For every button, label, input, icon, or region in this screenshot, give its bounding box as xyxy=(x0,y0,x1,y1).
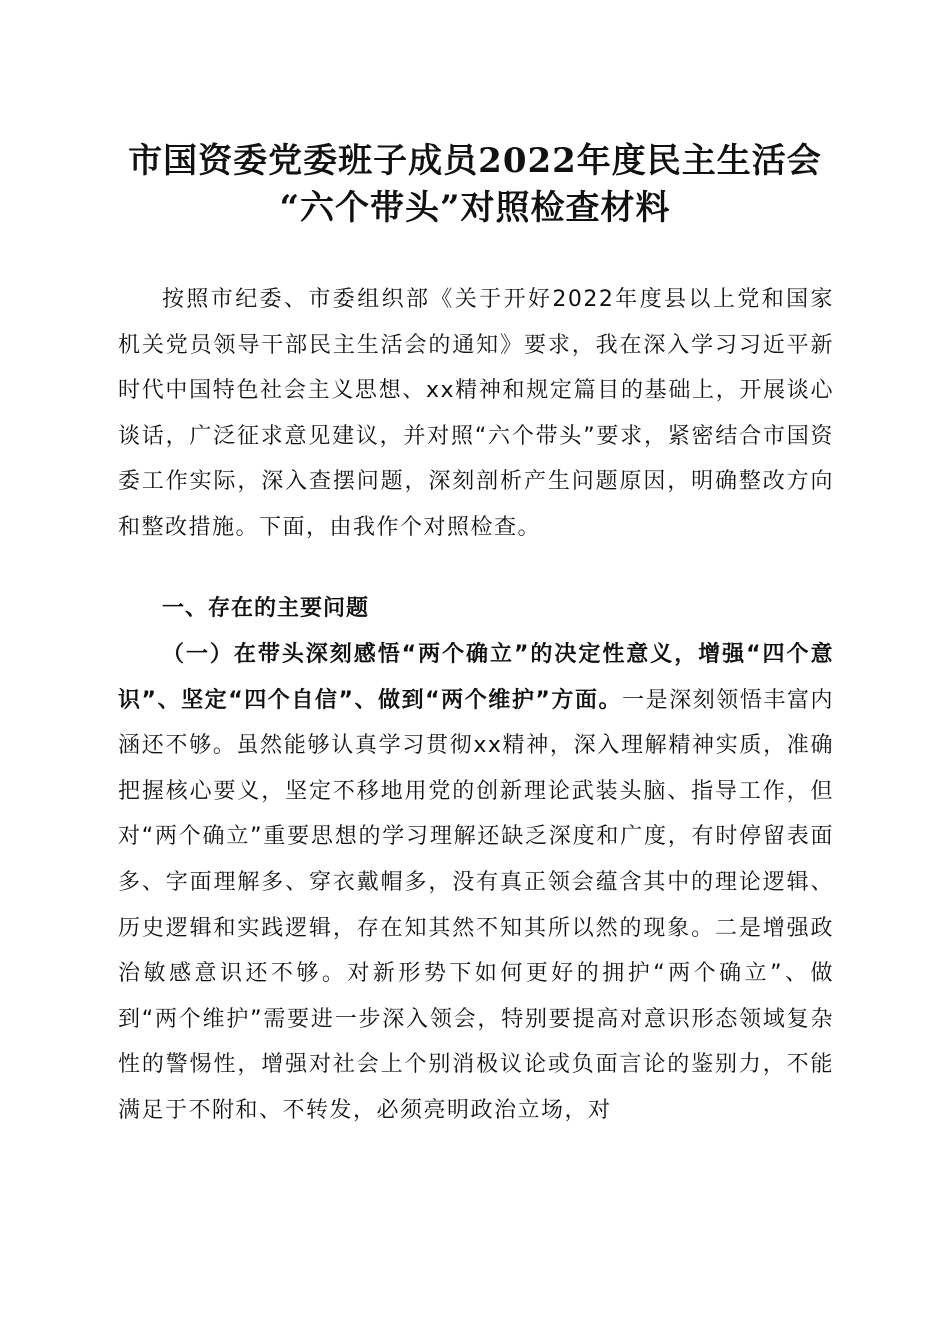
intro-paragraph: 按照市纪委、市委组织部《关于开好2022年度县以上党和国家机关党员领导干部民主生活会的通知》要求，我在深入学习习近平新时代中国特色社会主义思想、xx精神和规定篇目的基础上，开展谈心谈话，广泛征求意见建议，并对照“六个带头”要求，紧密结合市国资委工作实际，深入查摆问题，深刻剖析产生问题原因，明确整改方向和整改措施。下面，由我作个对照检查。 xyxy=(118,287,834,540)
section-heading-main-problems: 一、存在的主要问题 xyxy=(162,596,370,621)
subsection-heading: （一）在带头深刻感悟“两个确立”的决定性意义，增强“四个意识”、坚定“四个自信”、做到“两个维护”方面。 xyxy=(118,642,834,713)
subsection-body: 一是深刻领悟丰富内涵还不够。虽然能够认真学习贯彻xx精神，深入理解精神实质，准确把握核心要义，坚定不移地用党的创新理论武装头脑、指导工作，但对“两个确立”重要思想的学习理解还缺乏深度和广度，有时停留表面多、字面理解多、穿衣戴帽多，没有真正领会蕴含其中的理论逻辑、历史逻辑和实践逻辑，存在知其然不知其所以然的现象。二是增强政治敏感意识还不够。对新形势下如何更好的拥护“两个确立”、做到“两个维护”需要进一步深入领会，特别要提高对意识形态领域复杂性的警惕性，增强对社会上个别消极议论或负面言论的鉴别力，不能满足于不附和、不转发，必须亮明政治立场，对 xyxy=(118,687,834,1123)
document-title-line2: “六个带头”对照检查材料 xyxy=(279,188,671,228)
section-paragraph xyxy=(118,632,834,1134)
document-title-line1: 市国资委党委班子成员2022年度民主生活会 xyxy=(128,141,822,181)
